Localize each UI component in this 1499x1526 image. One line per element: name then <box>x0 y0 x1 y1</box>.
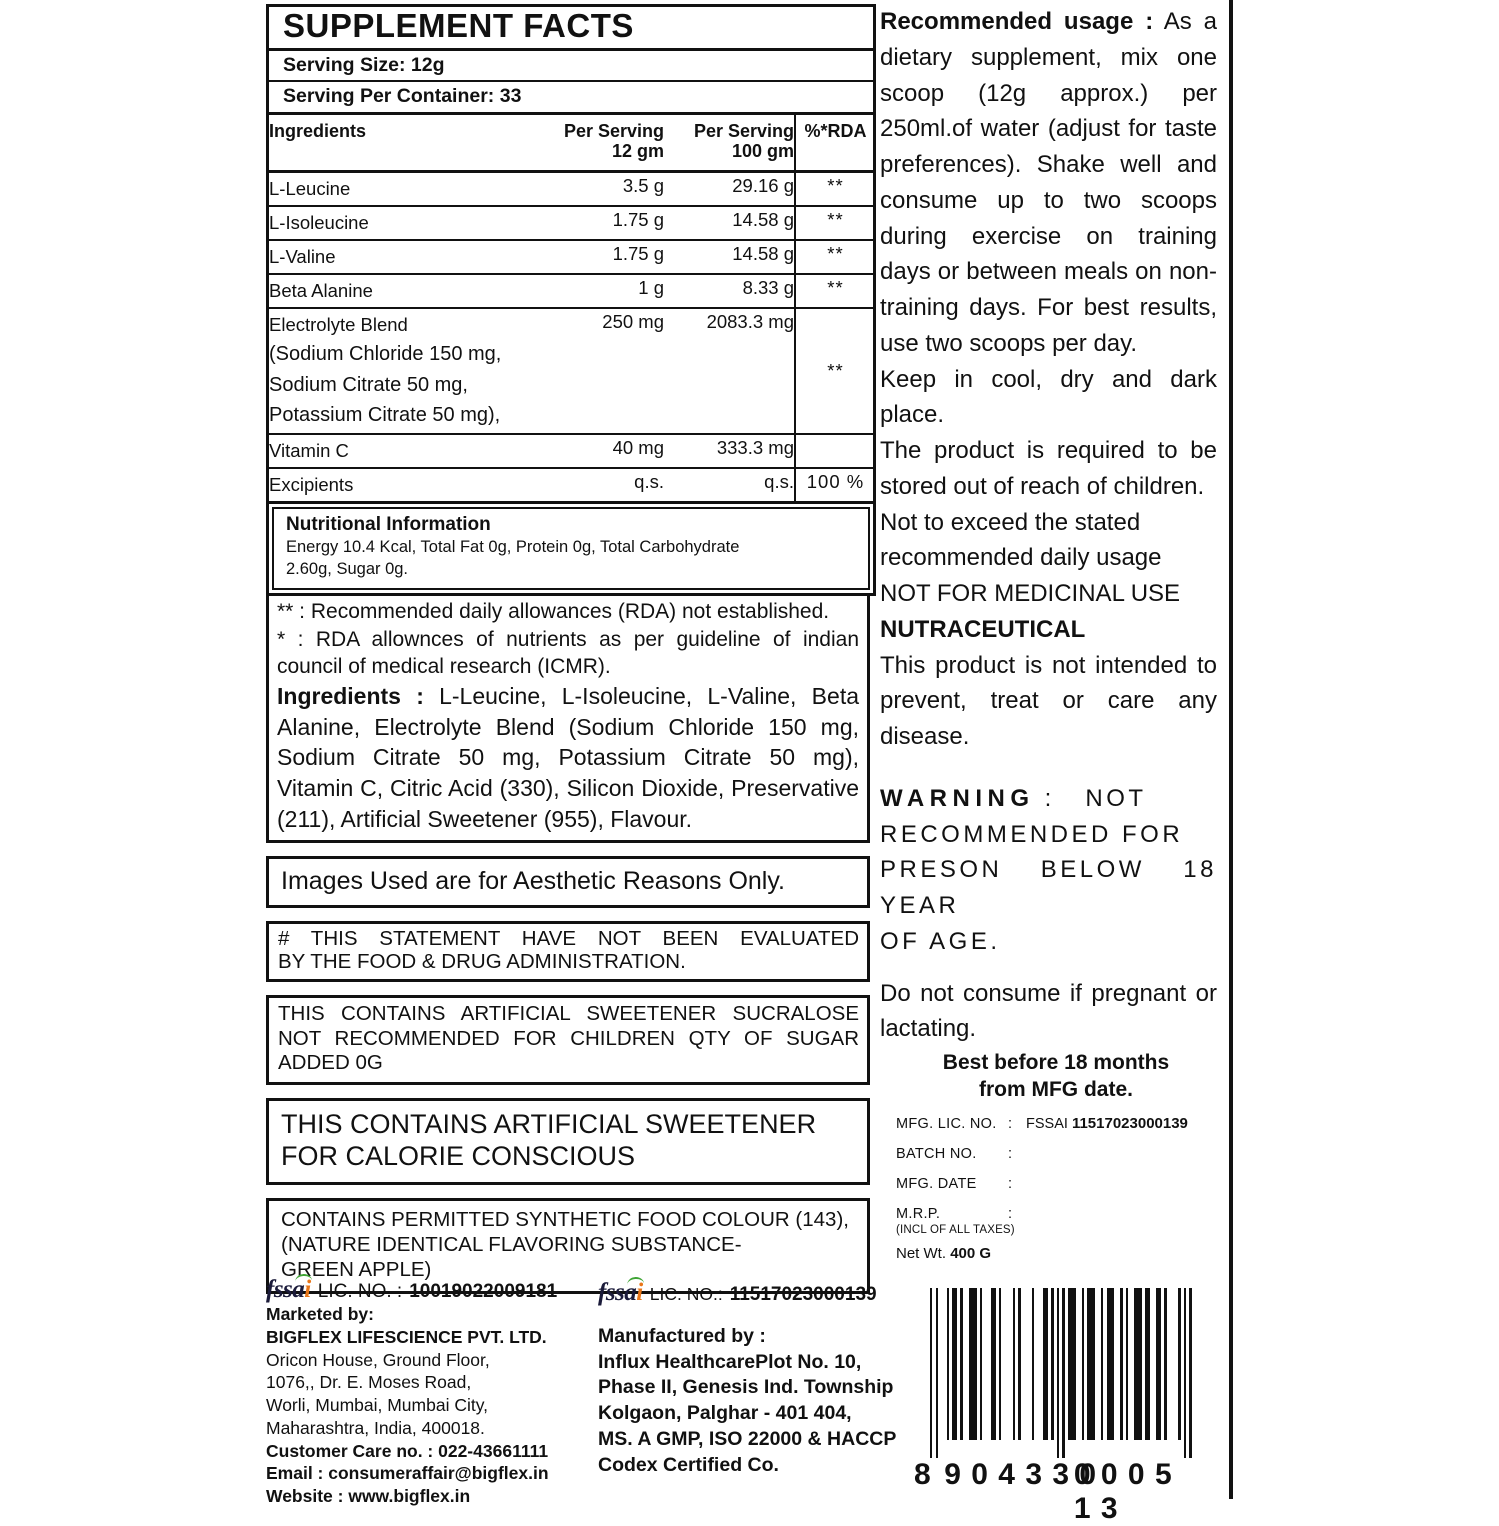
barcode-digit-group: 0 0 0 5 1 3 <box>1073 1458 1173 1525</box>
mfg-lic-colon: : <box>1008 1115 1013 1132</box>
nutrient-name: L-Leucine <box>269 177 351 199</box>
nutritional-information-heading: Nutritional Information <box>286 513 491 535</box>
supplement-facts-table <box>266 4 876 596</box>
address-line-4: Maharashtra, India, 400018. <box>266 1417 485 1438</box>
table-row-electrolyte-blend <box>269 308 875 433</box>
calorie-line-2: FOR CALORIE CONSCIOUS <box>281 1141 636 1172</box>
nutrient-rda: ** <box>795 240 875 274</box>
batch-colon: : <box>1008 1145 1013 1162</box>
address-line-3: Worli, Mumbai, Mumbai City, <box>266 1395 489 1415</box>
mrp-row <box>896 1206 1216 1222</box>
warning-line-1 <box>880 781 1217 817</box>
colour-line-1: CONTAINS PERMITTED SYNTHETIC FOOD COLOUR (143), <box>281 1207 849 1231</box>
mfg-lic-number: 11517023000139 <box>1071 1114 1188 1132</box>
table-row <box>269 240 875 274</box>
nutrient-name: L-Isoleucine <box>269 211 369 233</box>
ingredients-text: L-Leucine, L-Isoleucine, L-Valine, Beta Alanine, Electrolyte Blend (Sodium Chloride 150 mg, Sodium Citrate 50 mg, Potassium Citrate 50 mg), Vitamin C, Citric Acid (330), Silicon Dioxide, Preservative (211), Artificial Sweetener (955), Flavour. <box>277 683 859 832</box>
nutrient-per100: 2083.3 mg <box>706 311 794 333</box>
sucralose-line-2: NOT RECOMMENDED FOR CHILDREN QTY OF SUGAR <box>278 1026 859 1050</box>
address-line-2: 1076,, Dr. E. Moses Road, <box>266 1372 472 1393</box>
fda-line-1: # THIS STATEMENT HAVE NOT BEEN EVALUATED <box>278 927 859 951</box>
mfg-lic-label: MFG. LIC. NO. <box>896 1115 997 1132</box>
nutrient-per100: q.s. <box>764 470 794 492</box>
table-row <box>269 434 875 468</box>
footnotes-box <box>266 596 870 843</box>
recommended-usage-body: As a dietary supplement, mix one scoop (12g approx.) per 250ml.of water (adjust for taste preferences). Shake well and consume up to two scoops during exercise on training days or between meals on non-training days. For best results, use two scoops per day. <box>880 8 1218 357</box>
blend-subline: Potassium Citrate 50 mg), <box>269 404 501 427</box>
colour-line-3: GREEN APPLE) <box>281 1258 432 1282</box>
nutrient-per12: 3.5 g <box>622 174 664 196</box>
mfg-lic-prefix: FSSAI <box>1026 1115 1068 1132</box>
ingredients-label: Ingredients : <box>277 683 424 710</box>
nutrient-per12: 1.75 g <box>612 243 664 265</box>
nutritional-information-line2: 2.60g, Sugar 0g. <box>286 560 409 579</box>
barcode-digit-group: 8 <box>914 1458 932 1491</box>
left-column <box>266 4 870 1294</box>
pregnancy-warning: Do not consume if pregnant or lactating. <box>880 979 1217 1043</box>
nutrient-rda <box>795 434 875 468</box>
table-row <box>269 274 875 308</box>
nutrient-per100: 29.16 g <box>732 174 794 196</box>
lic-label: LIC. NO. : <box>317 1281 403 1302</box>
marketed-by-block <box>266 1277 586 1508</box>
nutritional-information-wrap <box>269 501 873 594</box>
manufactured-by-block <box>598 1280 898 1478</box>
nutrient-rda: ** <box>795 171 875 206</box>
page-title: SUPPLEMENT FACTS <box>269 7 873 51</box>
warning-rest-1: NOT <box>1085 784 1147 812</box>
column-header-rda: %*RDA <box>795 115 875 172</box>
nutrient-rda: ** <box>795 206 875 240</box>
barcode-bars <box>930 1288 1192 1458</box>
net-weight-label: Net Wt. <box>896 1244 947 1262</box>
warning-line-2: RECOMMENDED FOR <box>880 820 1184 848</box>
warning-block <box>880 781 1217 960</box>
per-serving-100-line1: Per Serving <box>693 120 794 141</box>
nutritional-information-line1: Energy 10.4 Kcal, Total Fat 0g, Protein 0g, Total Carbohydrate <box>286 538 740 557</box>
warning-colon: : <box>1044 784 1055 812</box>
calorie-line-1: THIS CONTAINS ARTIFICIAL SWEETENER <box>281 1108 817 1139</box>
nutrient-per100: 333.3 mg <box>716 436 794 458</box>
nutrient-name-blend <box>269 308 534 433</box>
column-header-per-serving-100 <box>664 115 795 172</box>
mfg-lic-value <box>1026 1115 1188 1132</box>
per-serving-100-line2: 100 gm <box>731 141 794 162</box>
ingredients-paragraph <box>277 681 859 834</box>
nutritional-information-box <box>272 507 870 591</box>
per-serving-12-line1: Per Serving <box>563 120 664 141</box>
nutrient-per12: 1.75 g <box>612 208 664 230</box>
nutrient-per12: 250 mg <box>602 311 664 333</box>
warning-word: WARNING <box>880 784 1035 812</box>
statement-sucralose <box>266 995 870 1085</box>
table-header-row <box>269 115 875 172</box>
mfg-date-colon: : <box>1008 1175 1013 1192</box>
barcode-digit-group: 9 0 4 3 3 0 <box>944 1458 1098 1491</box>
footnote-rda-guideline: * : RDA allownces of nutrients as per guideline of indian council of medical research (ICMR). <box>277 627 859 678</box>
recommended-usage-heading: Recommended usage : <box>880 8 1154 35</box>
sucralose-line-1: THIS CONTAINS ARTIFICIAL SWEETENER SUCRALOSE <box>278 1002 859 1026</box>
mrp-sublabel: (INCL OF ALL TAXES) <box>896 1223 1015 1236</box>
lic-number: 11517023000139 <box>729 1284 877 1305</box>
lic-label: LIC. NO.: <box>649 1284 723 1304</box>
footnote-rda-not-established: ** : Recommended daily allowances (RDA) not established. <box>277 600 830 624</box>
marketed-by-label: Marketed by: <box>266 1304 374 1324</box>
nutrient-name: L-Valine <box>269 246 336 268</box>
fssai-logo-i: i <box>304 1276 311 1303</box>
warning-line-4: OF AGE. <box>880 927 1001 955</box>
fssai-logo-icon: fssai <box>598 1280 643 1305</box>
statement-fda-disclaimer <box>266 921 870 982</box>
mrp-colon: : <box>1008 1205 1013 1222</box>
lic-number: 10019022009181 <box>409 1281 558 1302</box>
manufacturer-line-1: Influx HealthcarePlot No. 10, <box>598 1350 862 1373</box>
blend-title: Electrolyte Blend <box>269 314 408 336</box>
per-serving-12-line2: 12 gm <box>611 141 664 162</box>
mrp-label: M.R.P. <box>896 1205 941 1222</box>
statement-calorie-conscious <box>266 1098 870 1185</box>
table-row <box>269 206 875 240</box>
nutrient-per12: 40 mg <box>612 436 664 458</box>
website-url[interactable]: Website : www.bigflex.in <box>266 1486 471 1506</box>
barcode-digits <box>914 1458 1192 1525</box>
nutrient-name: Vitamin C <box>269 439 349 461</box>
batch-label: BATCH NO. <box>896 1145 977 1162</box>
fssai-lic-line-manufactured <box>598 1280 898 1306</box>
mfg-date-row <box>896 1176 1216 1192</box>
fssai-logo-icon: fssai <box>266 1277 311 1302</box>
manufacturer-line-5: Codex Certified Co. <box>598 1453 779 1476</box>
mfg-details-grid <box>896 1115 1216 1262</box>
fssai-lic-line-marketed <box>266 1277 586 1303</box>
sucralose-line-3: ADDED 0G <box>278 1051 383 1075</box>
not-for-medicinal-use: NOT FOR MEDICINAL USE <box>880 580 1181 607</box>
manufacturer-line-3: Kolgaon, Palghar - 401 404, <box>598 1402 852 1425</box>
nutrient-per100: 14.58 g <box>732 208 794 230</box>
table-row <box>269 468 875 501</box>
nutrient-per12: 1 g <box>638 277 664 299</box>
email-address[interactable]: Email : consumeraffair@bigflex.in <box>266 1463 549 1484</box>
warning-line-3: PRESON BELOW 18 YEAR <box>880 856 1217 919</box>
nutrient-name: Excipients <box>269 473 354 495</box>
company-name: BIGFLEX LIFESCIENCE PVT. LTD. <box>266 1326 547 1347</box>
table-row <box>269 171 875 206</box>
column-header-per-serving-12 <box>534 115 664 172</box>
nutrient-per100: 8.33 g <box>742 277 794 299</box>
storage-instruction: Keep in cool, dry and dark place. <box>880 365 1217 429</box>
nutrient-rda: ** <box>795 274 875 308</box>
best-before-line-1: Best before 18 months <box>942 1051 1170 1074</box>
serving-per-container: Serving Per Container: 33 <box>269 82 873 114</box>
best-before-line-2: from MFG date. <box>978 1077 1133 1101</box>
nutrient-per12: q.s. <box>634 470 664 492</box>
serving-size: Serving Size: 12g <box>269 51 873 82</box>
fssai-logo-swoosh <box>294 1273 312 1283</box>
right-divider-rule <box>1229 0 1233 1499</box>
address-line-1: Oricon House, Ground Floor, <box>266 1349 490 1370</box>
customer-care: Customer Care no. : 022-43661111 <box>266 1440 549 1461</box>
mfg-date-label: MFG. DATE <box>896 1175 977 1192</box>
nutrient-per100: 14.58 g <box>732 243 794 265</box>
colour-line-2: (NATURE IDENTICAL FLAVORING SUBSTANCE- <box>281 1233 742 1256</box>
nutrient-rda: ** <box>795 308 875 433</box>
right-column <box>880 4 1217 1047</box>
best-before-block <box>896 1050 1216 1262</box>
net-weight <box>896 1245 1216 1262</box>
fda-line-2: BY THE FOOD & DRUG ADMINISTRATION. <box>278 950 686 974</box>
nutrient-name: Beta Alanine <box>269 280 373 302</box>
best-before-heading <box>896 1050 1216 1104</box>
mfg-lic-row <box>896 1115 1216 1132</box>
fssai-logo-swoosh <box>626 1276 644 1286</box>
not-exceed-instruction: Not to exceed the stated recommended daily usage <box>880 508 1162 572</box>
statement-aesthetic-images: Images Used are for Aesthetic Reasons Only. <box>266 856 870 908</box>
recommended-usage-paragraph <box>880 4 1217 362</box>
children-instruction: The product is required to be stored out of reach of children. <box>880 437 1217 500</box>
nutrient-rda: 100 % <box>795 468 875 501</box>
nutrients-table <box>269 115 875 501</box>
manufacturer-line-2: Phase II, Genesis Ind. Township <box>598 1376 894 1399</box>
manufactured-by-label: Manufactured by : <box>598 1325 766 1347</box>
blend-subline: Sodium Citrate 50 mg, <box>269 373 468 396</box>
batch-row <box>896 1146 1216 1162</box>
barcode-block <box>914 1288 1192 1525</box>
manufacturer-line-4: MS. A GMP, ISO 22000 & HACCP <box>598 1427 897 1450</box>
column-header-ingredients: Ingredients <box>269 120 367 141</box>
blend-subline: (Sodium Chloride 150 mg, <box>269 343 502 366</box>
nutraceutical-label: NUTRACEUTICAL <box>880 615 1086 643</box>
net-weight-value: 400 G <box>950 1244 992 1262</box>
fssai-logo-i: i <box>636 1279 643 1306</box>
disease-disclaimer: This product is not intended to prevent, treat or care any disease. <box>880 651 1217 750</box>
